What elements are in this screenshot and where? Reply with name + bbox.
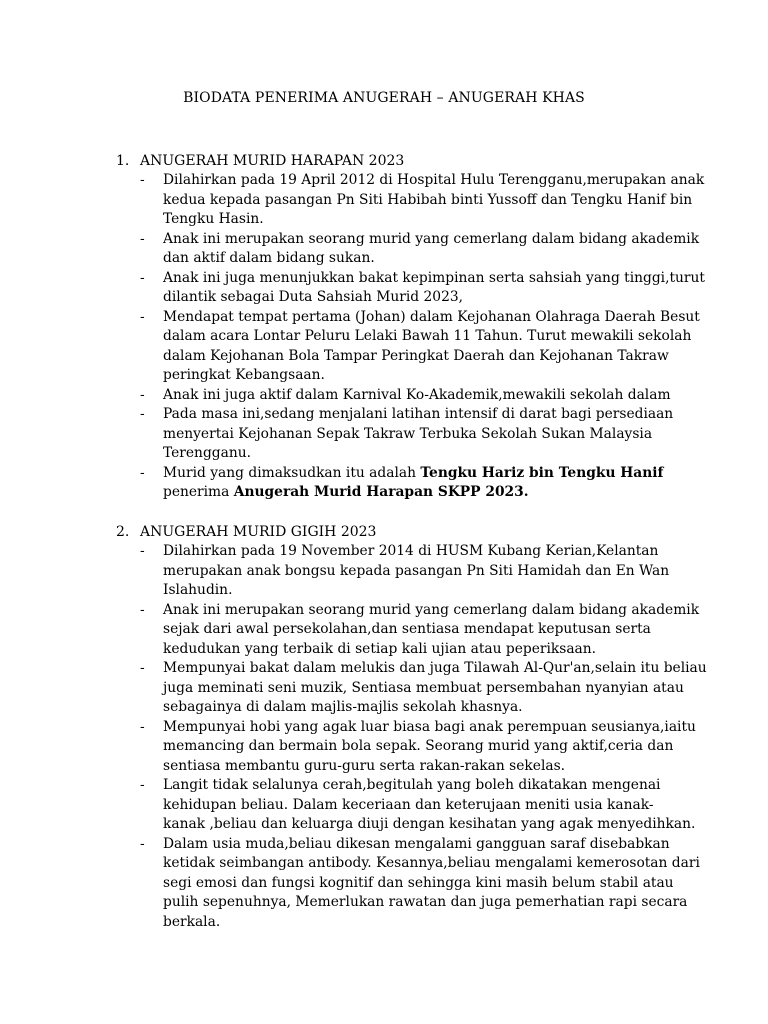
bullet-dash: -	[140, 406, 145, 422]
item-line: merupakan anak bongsu kepada pasangan Pn Siti Hamidah dan En Wan	[163, 562, 670, 579]
list-item	[116, 405, 716, 464]
bullet-dash: -	[140, 386, 145, 403]
item-line: Anak ini merupakan seorang murid yang cemerlang dalam bidang akademik	[163, 230, 700, 247]
bullet-dash: -	[140, 464, 145, 481]
item-line: segi emosi dan fungsi kognitif dan sehingga kini masih belum stabil atau	[163, 874, 674, 891]
list-item	[116, 776, 716, 835]
item-line: Anak ini merupakan seorang murid yang cemerlang dalam bidang akademik	[163, 601, 700, 618]
list-item	[116, 171, 716, 230]
bullet-dash: -	[140, 777, 145, 793]
list-item	[116, 718, 716, 777]
list-item-recipient	[116, 464, 716, 503]
bullet-dash: -	[140, 543, 145, 559]
section-murid-harapan	[116, 151, 716, 503]
item-line: Mendapat tempat pertama (Johan) dalam Kejohanan Olahraga Daerah Besut	[163, 308, 700, 325]
item-line: Anak ini juga menunjukkan bakat kepimpinan serta sahsiah yang tinggi,turut	[163, 269, 705, 286]
bullet-dash: -	[140, 835, 145, 852]
bullet-list	[116, 171, 716, 503]
section-title: ANUGERAH MURID GIGIH 2023	[140, 524, 377, 540]
section-heading	[116, 151, 716, 171]
list-item	[116, 230, 716, 269]
section-title: ANUGERAH MURID HARAPAN 2023	[140, 153, 405, 169]
item-line: Dilahirkan pada 19 April 2012 di Hospital Hulu Terengganu,merupakan anak	[163, 172, 705, 188]
item-line: berkala.	[163, 913, 221, 930]
list-item	[116, 386, 716, 406]
item-line: ketidak seimbangan antibody. Kesannya,beliau mengalami kemerosotan dari	[163, 855, 700, 871]
item-line: pulih sepenuhnya, Memerlukan rawatan dan juga pemerhatian rapi secara	[163, 894, 688, 910]
item-line: peringkat Kebangsaan.	[163, 367, 325, 383]
bullet-dash: -	[140, 601, 145, 618]
item-line: dalam acara Lontar Peluru Lelaki Bawah 11 Tahun. Turut mewakili sekolah	[163, 328, 692, 344]
item-line: dilantik sebagai Duta Sahsiah Murid 2023,	[163, 289, 464, 305]
item-line: kedua kepada pasangan Pn Siti Habibah binti Yussoff dan Tengku Hanif bin	[163, 191, 693, 208]
section-number: 1.	[116, 153, 130, 169]
section-murid-gigih	[116, 522, 716, 932]
item-line: Mempunyai bakat dalam melukis dan juga Tilawah Al-Qur'an,selain itu beliau	[163, 660, 707, 676]
closing-text: penerima	[163, 484, 234, 500]
bullet-dash: -	[140, 172, 145, 188]
item-line: Langit tidak selalunya cerah,begitulah yang boleh dikatakan mengenai	[163, 777, 661, 793]
award-name: Anugerah Murid Harapan SKPP 2023.	[233, 484, 529, 500]
item-line: Anak ini juga aktif dalam Karnival Ko-Akademik,mewakili sekolah dalam	[163, 386, 671, 403]
list-item	[116, 601, 716, 660]
item-line: Pada masa ini,sedang menjalani latihan intensif di darat bagi persediaan	[163, 406, 674, 422]
item-line: Islahudin.	[163, 582, 233, 598]
list-item	[116, 835, 716, 933]
list-item	[116, 308, 716, 386]
item-line: juga meminati seni muzik, Sentiasa membuat persembahan nyanyian atau	[163, 679, 684, 696]
item-line	[163, 483, 716, 503]
recipient-name: Tengku Hariz bin Tengku Hanif	[420, 464, 664, 481]
list-item	[116, 542, 716, 601]
list-item	[116, 659, 716, 718]
item-line: kehidupan beliau. Dalam keceriaan dan keterujaan meniti usia kanak-	[163, 796, 654, 813]
item-line: sejak dari awal persekolahan,dan sentiasa mendapat keputusan serta	[163, 621, 651, 637]
section-number: 2.	[116, 524, 130, 540]
item-line: kedudukan yang terbaik di setiap kali ujian atau peperiksaan.	[163, 640, 597, 657]
document-title: BIODATA PENERIMA ANUGERAH – ANUGERAH KHAS	[183, 90, 585, 106]
item-line: memancing dan bermain bola sepak. Seorang murid yang aktif,ceria dan	[163, 738, 674, 754]
closing-text: Murid yang dimaksudkan itu adalah	[163, 464, 421, 481]
bullet-dash: -	[140, 718, 145, 735]
bullet-dash: -	[140, 230, 145, 247]
item-line: Terengganu.	[163, 445, 251, 461]
list-item	[116, 269, 716, 308]
bullet-dash: -	[140, 308, 145, 325]
item-line: Tengku Hasin.	[163, 211, 264, 227]
bullet-dash: -	[140, 269, 145, 286]
item-line: sentiasa membantu guru-guru serta rakan-rakan sekelas.	[163, 757, 566, 774]
item-line: Mempunyai hobi yang agak luar biasa bagi anak perempuan seusianya,iaitu	[163, 718, 696, 735]
bullet-list	[116, 542, 716, 932]
item-line: sebagainya di dalam majlis-majlis sekolah khasnya.	[163, 699, 523, 715]
item-line: kanak ,beliau dan keluarga diuji dengan kesihatan yang agak menyedihkan.	[163, 816, 696, 832]
item-line	[163, 464, 716, 484]
item-line: Dalam usia muda,beliau dikesan mengalami gangguan saraf disebabkan	[163, 835, 670, 852]
item-line: menyertai Kejohanan Sepak Takraw Terbuka Sekolah Sukan Malaysia	[163, 425, 653, 442]
item-line: dalam Kejohanan Bola Tampar Peringkat Daerah dan Kejohanan Takraw	[163, 347, 669, 364]
item-line: dan aktif dalam bidang sukan.	[163, 250, 375, 266]
bullet-dash: -	[140, 660, 145, 676]
section-heading	[116, 522, 716, 542]
item-line: Dilahirkan pada 19 November 2014 di HUSM Kubang Kerian,Kelantan	[163, 543, 659, 559]
